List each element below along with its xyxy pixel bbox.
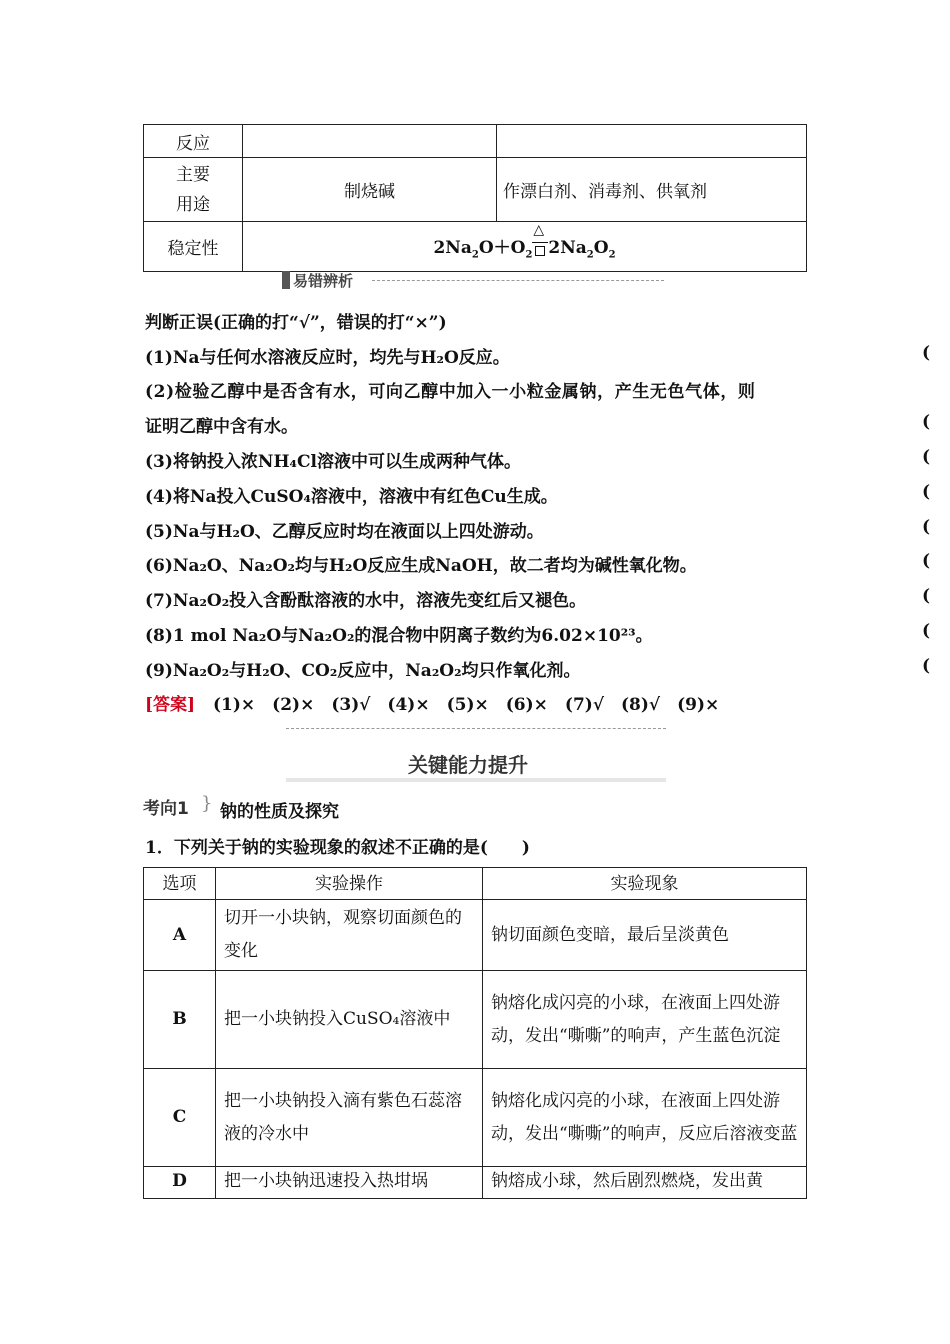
operation-cell: 把一小块钠投入滴有紫色石蕊溶液的冷水中 <box>216 1069 483 1167</box>
kaoxiang-label: 考向1 <box>143 799 189 819</box>
operation-cell: 切开一小块钠，观察切面颜色的变化 <box>216 900 483 971</box>
answer-line <box>145 690 719 715</box>
row-label-use: 主要 用途 <box>144 158 243 222</box>
paren: ( <box>922 656 931 676</box>
na2o2-use: 作漂白剂、消毒剂、供氧剂 <box>497 158 807 222</box>
na2o-use: 制烧碱 <box>243 158 497 222</box>
list-item: (6)Na₂O、Na₂O₂均与H₂O反应生成NaOH，故二者均为碱性氧化物。 <box>145 556 697 576</box>
list-item: (8)1 mol Na₂O与Na₂O₂的混合物中阴离子数约为6.02×10²³。 <box>145 626 653 646</box>
row-label-reaction: 反应 <box>144 125 243 158</box>
answer-values: (1)× (2)× (3)√ (4)× (5)× (6)× (7)√ (8)√ (9)× <box>213 695 720 715</box>
banner-underline <box>286 778 666 782</box>
list-item: (9)Na₂O₂与H₂O、CO₂反应中，Na₂O₂均只作氧化剂。 <box>145 661 581 681</box>
options-table <box>143 867 807 1199</box>
judge-title: 判断正误(正确的打“√”，错误的打“×”) <box>145 313 447 333</box>
list-item: (4)将Na投入CuSO₄溶液中，溶液中有红色Cu生成。 <box>145 487 558 507</box>
paren: ( <box>922 517 931 537</box>
answer-label: [答案] <box>145 695 196 715</box>
header-phenomenon: 实验现象 <box>483 868 807 900</box>
tag-divider <box>372 280 664 281</box>
tag-bar-icon <box>282 271 290 289</box>
properties-table <box>143 124 807 272</box>
operation-cell: 把一小块钠迅速投入热坩埚 <box>216 1167 483 1199</box>
list-item: (7)Na₂O₂投入含酚酞溶液的水中，溶液先变红后又褪色。 <box>145 591 587 611</box>
list-item: (1)Na与任何水溶液反应时，均先与H₂O反应。 <box>145 348 510 368</box>
row-label-stability: 稳定性 <box>144 222 243 272</box>
question-text: 1．下列关于钠的实验现象的叙述不正确的是( ) <box>145 838 530 858</box>
paren: ( <box>922 621 931 641</box>
header-option: 选项 <box>144 868 216 900</box>
paren: ( <box>922 343 931 363</box>
option-label: C <box>144 1069 216 1167</box>
option-label: A <box>144 900 216 971</box>
paren: ( <box>922 586 931 606</box>
paren: ( <box>922 551 931 571</box>
stability-equation: $2Na_2O+O_2$ △ $2Na_2O_2$ <box>243 222 807 272</box>
section-tag: 易错辨析 <box>293 272 354 290</box>
paren: ( <box>922 447 931 467</box>
option-label: D <box>144 1167 216 1199</box>
list-item: (2)检验乙醇中是否含有水，可向乙醇中加入一小粒金属钠，产生无色气体，则 <box>145 382 756 402</box>
operation-cell: 把一小块钠投入CuSO₄溶液中 <box>216 971 483 1069</box>
paren: ( <box>922 412 931 432</box>
header-operation: 实验操作 <box>216 868 483 900</box>
banner-top-divider <box>286 728 666 729</box>
phenomenon-cell: 钠熔成小球，然后剧烈燃烧，发出黄 <box>483 1167 807 1199</box>
heating-condition: △ <box>532 240 548 256</box>
phenomenon-cell: 钠熔化成闪亮的小球，在液面上四处游动，发出“嘶嘶”的响声，反应后溶液变蓝 <box>483 1069 807 1167</box>
list-item: (3)将钠投入浓NH₄Cl溶液中可以生成两种气体。 <box>145 452 521 472</box>
list-item: 证明乙醇中含有水。 <box>145 417 298 437</box>
phenomenon-cell: 钠切面颜色变暗，最后呈淡黄色 <box>483 900 807 971</box>
paren: ( <box>922 482 931 502</box>
phenomenon-cell: 钠熔化成闪亮的小球，在液面上四处游动，发出“嘶嘶”的响声，产生蓝色沉淀 <box>483 971 807 1069</box>
kaoxiang-title: 钠的性质及探究 <box>220 802 339 822</box>
option-label: B <box>144 971 216 1069</box>
list-item: (5)Na与H₂O、乙醇反应时均在液面以上四处游动。 <box>145 522 544 542</box>
banner-title: 关键能力提升 <box>408 753 528 777</box>
brace-icon: } <box>201 793 213 814</box>
